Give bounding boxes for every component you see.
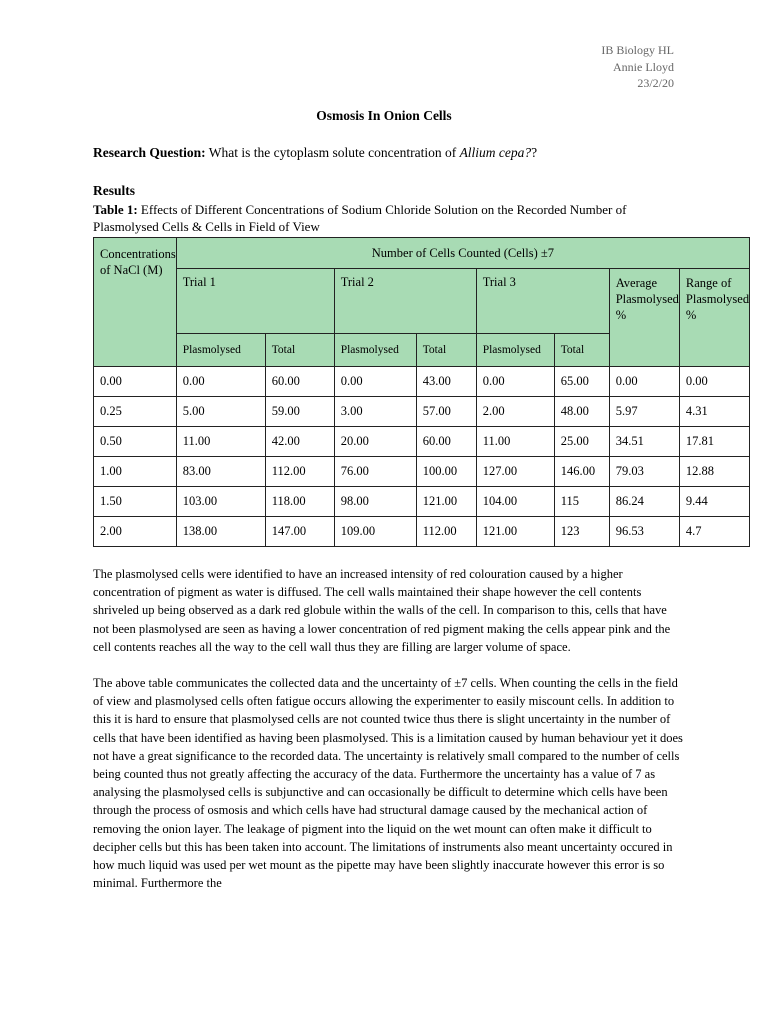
table-caption-label: Table 1:: [93, 202, 138, 217]
table-cell: 11.00: [176, 427, 265, 457]
table-row: [94, 487, 750, 517]
table-caption: [93, 201, 683, 235]
table-cell: 1.00: [94, 457, 177, 487]
document-title: Osmosis In Onion Cells: [316, 108, 452, 123]
table-cell: 103.00: [176, 487, 265, 517]
table-cell: 98.00: [334, 487, 416, 517]
table-row: [94, 367, 750, 397]
table-cell: 121.00: [476, 517, 554, 547]
document-date: 23/2/20: [637, 76, 674, 90]
table-cell: 115: [554, 487, 609, 517]
header-plasmolysed: Plasmolysed: [334, 334, 416, 367]
header-trial-1: Trial 1: [176, 269, 334, 334]
header-trial-2: Trial 2: [334, 269, 476, 334]
header-total: Total: [554, 334, 609, 367]
table-cell: 3.00: [334, 397, 416, 427]
table-cell: 79.03: [609, 457, 679, 487]
table-row: [94, 427, 750, 457]
table-cell: 5.97: [609, 397, 679, 427]
table-cell: 4.7: [679, 517, 749, 547]
table-cell: 127.00: [476, 457, 554, 487]
table-cell: 0.00: [176, 367, 265, 397]
table-cell: 60.00: [416, 427, 476, 457]
paragraph: The plasmolysed cells were identified to have an increased intensity of red colouration caused by a higher concentration of pigment as water is diffused. The cell walls maintained their shape however the cell contents shriveled up being observed as a dark red globule within the walls of the cell. In comparison to this, cells that have not been plasmolysed are seen as having a lower concentration of red pigment making the cells appear pink and the cell contents reaches all the way to the cell wall thus they are filling are larger volume of space.: [93, 567, 671, 654]
table-cell: 4.31: [679, 397, 749, 427]
table-cell: 112.00: [416, 517, 476, 547]
table-cell: 34.51: [609, 427, 679, 457]
table-cell: 0.00: [334, 367, 416, 397]
table-cell: 0.00: [94, 367, 177, 397]
table-cell: 9.44: [679, 487, 749, 517]
table-cell: 0.25: [94, 397, 177, 427]
table-cell: 25.00: [554, 427, 609, 457]
table-caption-text: Effects of Different Concentrations of Sodium Chloride Solution on the Recorded Number of Plasmolysed Cells & Cells in Field of View: [93, 202, 627, 234]
table-cell: 146.00: [554, 457, 609, 487]
results-heading: Results: [93, 183, 136, 198]
table-cell: 59.00: [265, 397, 334, 427]
header-total: Total: [265, 334, 334, 367]
table-cell: 0.50: [94, 427, 177, 457]
table-cell: 121.00: [416, 487, 476, 517]
table-cell: 1.50: [94, 487, 177, 517]
table-cell: 20.00: [334, 427, 416, 457]
table-cell: 0.00: [679, 367, 749, 397]
table-body: [94, 367, 750, 547]
table-cell: 118.00: [265, 487, 334, 517]
table-cell: 11.00: [476, 427, 554, 457]
table-cell: 96.53: [609, 517, 679, 547]
header-plasmolysed: Plasmolysed: [476, 334, 554, 367]
table-row: [94, 397, 750, 427]
table-cell: 12.88: [679, 457, 749, 487]
research-question: [93, 145, 537, 161]
table-cell: 104.00: [476, 487, 554, 517]
table-cell: 147.00: [265, 517, 334, 547]
table-cell: 100.00: [416, 457, 476, 487]
research-question-end: ?: [531, 145, 538, 160]
table-cell: 48.00: [554, 397, 609, 427]
table-cell: 65.00: [554, 367, 609, 397]
table-cell: 0.00: [609, 367, 679, 397]
table-cell: 43.00: [416, 367, 476, 397]
table-row: [94, 517, 750, 547]
results-table: [93, 237, 750, 547]
table-cell: 112.00: [265, 457, 334, 487]
table-cell: 5.00: [176, 397, 265, 427]
table-cell: 86.24: [609, 487, 679, 517]
table-row: [94, 457, 750, 487]
table-cell: 76.00: [334, 457, 416, 487]
discussion-text: [93, 565, 683, 910]
table-cell: 138.00: [176, 517, 265, 547]
paragraph: The above table communicates the collected data and the uncertainty of ±7 cells. When counting the cells in the field of view and plasmolysed cells often fatigue occurs allowing the experimenter to easily miscount cells. In addition to this it is hard to ensure that plasmolysed cells are not counted twice thus there is slight uncertainty in the number of cells that have been identified as having been plasmolysed. This is a limitation caused by human behaviour yet it does not have a great significance to the recorded data. The uncertainty is relatively small compared to the number of cells being counted thus not greatly affecting the accuracy of the data. Furthermore the uncertainty has a value of 7 as analysing the plasmolysed cells is subjunctive and can occasionally be difficult to determine which cells have been through the process of osmosis and which cells have had structural damage caused by the mechanical action of removing the onion layer. The leakage of pigment into the liquid on the wet mount can often make it difficult to decipher cells but this has been taken into account. The limitations of instruments also meant uncertainty occured in how much liquid was used per wet mount as the pipette may have been slightly inaccurate however this error is so minimal. Furthermore the: [93, 676, 683, 891]
table-cell: 57.00: [416, 397, 476, 427]
header-range: Range of Plasmolysed %: [679, 269, 749, 367]
table-cell: 123: [554, 517, 609, 547]
author-name: Annie Lloyd: [613, 59, 674, 74]
species-name: Allium cepa?: [459, 145, 532, 160]
table-cell: 60.00: [265, 367, 334, 397]
table-cell: 0.00: [476, 367, 554, 397]
table-cell: 109.00: [334, 517, 416, 547]
header-plasmolysed: Plasmolysed: [176, 334, 265, 367]
header-trial-3: Trial 3: [476, 269, 609, 334]
research-question-label: Research Question:: [93, 145, 206, 160]
table-cell: 83.00: [176, 457, 265, 487]
table-cell: 2.00: [94, 517, 177, 547]
header-total: Total: [416, 334, 476, 367]
header-concentration: Concentrations of NaCl (M): [94, 238, 177, 367]
table-cell: 17.81: [679, 427, 749, 457]
header-cells-counted: Number of Cells Counted (Cells) ±7: [176, 238, 749, 269]
header-average: Average Plasmolysed %: [609, 269, 679, 367]
document-header: [601, 42, 674, 92]
table-cell: 2.00: [476, 397, 554, 427]
table-cell: 42.00: [265, 427, 334, 457]
research-question-text: What is the cytoplasm solute concentration of: [205, 145, 460, 160]
course-name: IB Biology HL: [601, 43, 674, 57]
